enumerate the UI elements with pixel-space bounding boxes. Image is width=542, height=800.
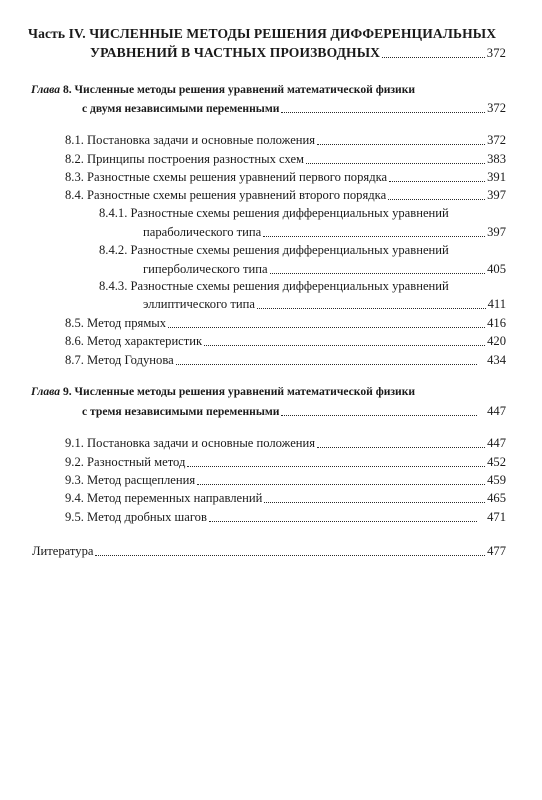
chapter-9-title-line2 (82, 404, 506, 419)
leader-dots (187, 466, 485, 467)
page-number: 452 (487, 455, 506, 469)
page-number: 477 (487, 544, 506, 558)
toc-entry-label: 8.6. Метод характеристик (65, 334, 203, 348)
toc-entry-label: 8.5. Метод прямых (65, 316, 167, 330)
chapter-prefix: Глава (31, 385, 61, 398)
toc-entry-label: 9.1. Постановка задачи и основные положения (65, 436, 316, 450)
leader-dots (95, 555, 485, 556)
leader-dots (281, 415, 477, 416)
toc-entry-label: 8.7. Метод Годунова (65, 353, 174, 367)
part-title-continued: УРАВНЕНИЙ В ЧАСТНЫХ ПРОИЗВОДНЫХ (90, 45, 381, 60)
toc-entry-8-4 (65, 188, 506, 203)
toc-entry-label: 8.1. Постановка задачи и основные положения (65, 133, 316, 147)
toc-entry-8-4-1-line2 (143, 225, 506, 240)
leader-dots (204, 345, 485, 346)
chapter-title: Численные методы решения уравнений математической физики (74, 385, 416, 398)
toc-entry-8-4-1-line1: 8.4.1. Разностные схемы решения дифференциальных уравнений (99, 206, 449, 220)
leader-dots (209, 521, 477, 522)
toc-entry-label: параболического типа (143, 225, 262, 239)
leader-dots (317, 447, 485, 448)
toc-entry-9-5 (65, 510, 506, 525)
leader-dots (270, 273, 486, 274)
toc-entry-label: 9.2. Разностный метод (65, 455, 186, 469)
page-number: 465 (487, 491, 506, 505)
page-number: 447 (487, 404, 506, 418)
part-prefix: Часть IV. (28, 26, 86, 41)
leader-dots (263, 236, 485, 237)
chapter-title: Численные методы решения уравнений математической физики (74, 83, 416, 96)
chapter-8-title-line2 (82, 101, 506, 116)
leader-dots (317, 144, 485, 145)
page-number: 372 (487, 133, 506, 147)
toc-entry-9-1 (65, 436, 506, 451)
chapter-8-title-line1 (31, 83, 415, 96)
toc-entry-9-2 (65, 455, 506, 470)
toc-entry-label: 8.2. Принципы построения разностных схем (65, 152, 305, 166)
page-number: 383 (487, 152, 506, 166)
leader-dots (168, 327, 485, 328)
chapter-prefix: Глава (31, 83, 61, 96)
toc-entry-8-4-3-line1: 8.4.3. Разностные схемы решения дифференциальных уравнений (99, 279, 449, 293)
toc-entry-8-6 (65, 334, 506, 349)
leader-dots (382, 57, 485, 58)
page-number: 397 (487, 188, 506, 202)
chapter-title-continued: с двумя независимыми переменными (82, 102, 280, 115)
toc-entry-8-1 (65, 133, 506, 148)
page-number: 405 (487, 262, 506, 276)
leader-dots (257, 308, 486, 309)
toc-entry-label: 9.3. Метод расщепления (65, 473, 196, 487)
page-number: 459 (487, 473, 506, 487)
leader-dots (306, 163, 485, 164)
toc-entry-8-3 (65, 170, 506, 185)
toc-entry-8-2 (65, 152, 506, 167)
toc-entry-9-4 (65, 491, 506, 506)
page-number: 420 (487, 334, 506, 348)
chapter-title-continued: с тремя независимыми переменными (82, 405, 280, 418)
toc-entry-label: эллиптического типа (143, 297, 255, 311)
toc-entry-label: 8.3. Разностные схемы решения уравнений первого порядка (65, 170, 388, 184)
page-number: 391 (487, 170, 506, 184)
toc-entry-label: гиперболического типа (143, 262, 268, 276)
toc-entry-8-5 (65, 316, 506, 331)
page-number: 372 (487, 101, 506, 115)
chapter-number: 8. (62, 83, 72, 96)
page-number: 397 (487, 225, 506, 239)
page-number: 434 (487, 353, 506, 367)
page-number: 447 (487, 436, 506, 450)
toc-entry-literature (32, 544, 506, 559)
part-title-line2 (90, 45, 506, 61)
toc-entry-8-4-2-line1: 8.4.2. Разностные схемы решения дифференциальных уравнений (99, 243, 449, 257)
toc-entry-9-3 (65, 473, 506, 488)
part-title-line1 (28, 26, 496, 42)
page-number: 411 (487, 297, 506, 311)
page-number: 372 (486, 46, 506, 60)
toc-entry-8-7 (65, 353, 506, 368)
leader-dots (389, 181, 485, 182)
page-number: 471 (487, 510, 506, 524)
leader-dots (388, 199, 485, 200)
toc-entry-label: 9.4. Метод переменных направлений (65, 491, 263, 505)
leader-dots (176, 364, 477, 365)
toc-entry-label: Литература (32, 544, 94, 558)
leader-dots (197, 484, 485, 485)
chapter-number: 9. (62, 385, 72, 398)
toc-entry-label: 9.5. Метод дробных шагов (65, 510, 207, 524)
toc-entry-label: 8.4. Разностные схемы решения уравнений второго порядка (65, 188, 387, 202)
leader-dots (264, 502, 485, 503)
leader-dots (281, 112, 485, 113)
chapter-9-title-line1 (31, 385, 415, 398)
page-number: 416 (487, 316, 506, 330)
part-title: ЧИСЛЕННЫЕ МЕТОДЫ РЕШЕНИЯ ДИФФЕРЕНЦИАЛЬНЫХ (89, 26, 497, 41)
toc-entry-8-4-3-line2 (143, 297, 506, 312)
toc-entry-8-4-2-line2 (143, 262, 506, 277)
